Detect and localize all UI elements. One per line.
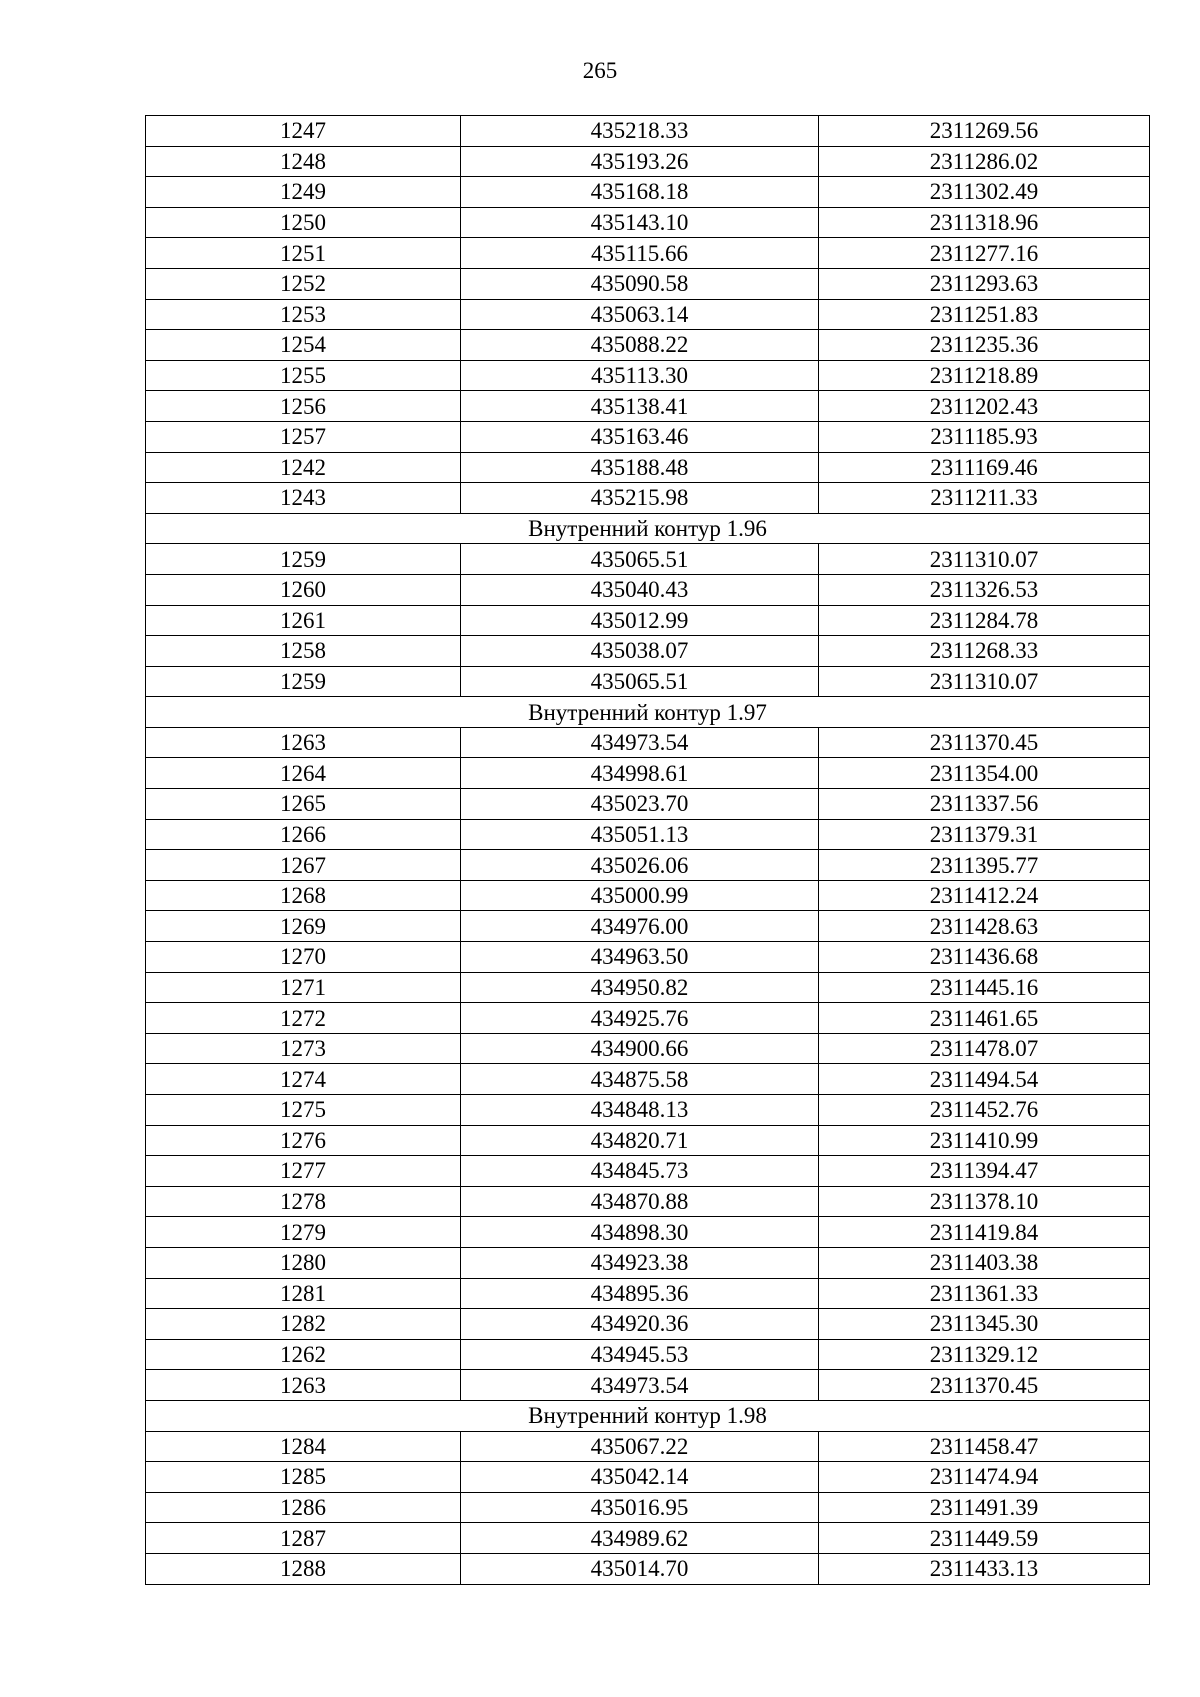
x-coordinate-cell: 435023.70 (461, 789, 819, 820)
point-number-cell: 1281 (146, 1278, 461, 1309)
table-row (146, 1309, 1150, 1340)
y-coordinate-cell: 2311354.00 (819, 758, 1150, 789)
x-coordinate-cell: 434989.62 (461, 1523, 819, 1554)
y-coordinate-cell: 2311302.49 (819, 177, 1150, 208)
x-coordinate-cell: 435065.51 (461, 544, 819, 575)
table-row (146, 1095, 1150, 1126)
y-coordinate-cell: 2311491.39 (819, 1492, 1150, 1523)
section-row (146, 513, 1150, 544)
x-coordinate-cell: 435115.66 (461, 238, 819, 269)
point-number-cell: 1242 (146, 452, 461, 483)
x-coordinate-cell: 434848.13 (461, 1095, 819, 1126)
y-coordinate-cell: 2311269.56 (819, 116, 1150, 147)
point-number-cell: 1274 (146, 1064, 461, 1095)
table-row (146, 758, 1150, 789)
table-row (146, 605, 1150, 636)
point-number-cell: 1247 (146, 116, 461, 147)
x-coordinate-cell: 434845.73 (461, 1156, 819, 1187)
table-row (146, 636, 1150, 667)
point-number-cell: 1282 (146, 1309, 461, 1340)
x-coordinate-cell: 434875.58 (461, 1064, 819, 1095)
point-number-cell: 1258 (146, 636, 461, 667)
point-number-cell: 1267 (146, 850, 461, 881)
table-row (146, 666, 1150, 697)
point-number-cell: 1278 (146, 1186, 461, 1217)
y-coordinate-cell: 2311433.13 (819, 1553, 1150, 1584)
table-row (146, 116, 1150, 147)
x-coordinate-cell: 435051.13 (461, 819, 819, 850)
x-coordinate-cell: 435143.10 (461, 207, 819, 238)
table-row (146, 1156, 1150, 1187)
table-row (146, 942, 1150, 973)
section-label: Внутренний контур 1.96 (146, 513, 1150, 544)
y-coordinate-cell: 2311428.63 (819, 911, 1150, 942)
point-number-cell: 1249 (146, 177, 461, 208)
y-coordinate-cell: 2311419.84 (819, 1217, 1150, 1248)
y-coordinate-cell: 2311478.07 (819, 1033, 1150, 1064)
x-coordinate-cell: 435215.98 (461, 483, 819, 514)
x-coordinate-cell: 435088.22 (461, 330, 819, 361)
table-row (146, 972, 1150, 1003)
y-coordinate-cell: 2311395.77 (819, 850, 1150, 881)
y-coordinate-cell: 2311378.10 (819, 1186, 1150, 1217)
point-number-cell: 1269 (146, 911, 461, 942)
x-coordinate-cell: 435163.46 (461, 421, 819, 452)
point-number-cell: 1270 (146, 942, 461, 973)
x-coordinate-cell: 435138.41 (461, 391, 819, 422)
y-coordinate-cell: 2311293.63 (819, 268, 1150, 299)
x-coordinate-cell: 435168.18 (461, 177, 819, 208)
y-coordinate-cell: 2311310.07 (819, 666, 1150, 697)
table-row (146, 207, 1150, 238)
point-number-cell: 1250 (146, 207, 461, 238)
point-number-cell: 1279 (146, 1217, 461, 1248)
y-coordinate-cell: 2311445.16 (819, 972, 1150, 1003)
table-row (146, 1033, 1150, 1064)
coordinates-table-body (146, 116, 1150, 1585)
point-number-cell: 1273 (146, 1033, 461, 1064)
y-coordinate-cell: 2311202.43 (819, 391, 1150, 422)
table-row (146, 819, 1150, 850)
point-number-cell: 1280 (146, 1247, 461, 1278)
table-row (146, 1125, 1150, 1156)
table-row (146, 1462, 1150, 1493)
point-number-cell: 1252 (146, 268, 461, 299)
x-coordinate-cell: 434925.76 (461, 1003, 819, 1034)
table-row (146, 268, 1150, 299)
table-row (146, 1278, 1150, 1309)
point-number-cell: 1266 (146, 819, 461, 850)
x-coordinate-cell: 434870.88 (461, 1186, 819, 1217)
point-number-cell: 1286 (146, 1492, 461, 1523)
table-row (146, 1247, 1150, 1278)
section-label: Внутренний контур 1.98 (146, 1400, 1150, 1431)
point-number-cell: 1272 (146, 1003, 461, 1034)
y-coordinate-cell: 2311379.31 (819, 819, 1150, 850)
x-coordinate-cell: 434973.54 (461, 727, 819, 758)
point-number-cell: 1263 (146, 1370, 461, 1401)
point-number-cell: 1255 (146, 360, 461, 391)
point-number-cell: 1254 (146, 330, 461, 361)
table-row (146, 544, 1150, 575)
table-row (146, 1186, 1150, 1217)
x-coordinate-cell: 434923.38 (461, 1247, 819, 1278)
x-coordinate-cell: 435193.26 (461, 146, 819, 177)
y-coordinate-cell: 2311310.07 (819, 544, 1150, 575)
y-coordinate-cell: 2311452.76 (819, 1095, 1150, 1126)
y-coordinate-cell: 2311494.54 (819, 1064, 1150, 1095)
y-coordinate-cell: 2311345.30 (819, 1309, 1150, 1340)
table-row (146, 299, 1150, 330)
table-row (146, 391, 1150, 422)
x-coordinate-cell: 435065.51 (461, 666, 819, 697)
table-row (146, 911, 1150, 942)
x-coordinate-cell: 434973.54 (461, 1370, 819, 1401)
y-coordinate-cell: 2311361.33 (819, 1278, 1150, 1309)
y-coordinate-cell: 2311458.47 (819, 1431, 1150, 1462)
table-row (146, 330, 1150, 361)
y-coordinate-cell: 2311329.12 (819, 1339, 1150, 1370)
y-coordinate-cell: 2311326.53 (819, 574, 1150, 605)
section-row (146, 1400, 1150, 1431)
x-coordinate-cell: 434895.36 (461, 1278, 819, 1309)
table-row (146, 727, 1150, 758)
point-number-cell: 1257 (146, 421, 461, 452)
y-coordinate-cell: 2311218.89 (819, 360, 1150, 391)
table-row (146, 1370, 1150, 1401)
point-number-cell: 1259 (146, 544, 461, 575)
y-coordinate-cell: 2311449.59 (819, 1523, 1150, 1554)
x-coordinate-cell: 435218.33 (461, 116, 819, 147)
point-number-cell: 1248 (146, 146, 461, 177)
point-number-cell: 1263 (146, 727, 461, 758)
table-row (146, 1431, 1150, 1462)
x-coordinate-cell: 434998.61 (461, 758, 819, 789)
y-coordinate-cell: 2311461.65 (819, 1003, 1150, 1034)
x-coordinate-cell: 435042.14 (461, 1462, 819, 1493)
table-row (146, 1003, 1150, 1034)
y-coordinate-cell: 2311284.78 (819, 605, 1150, 636)
point-number-cell: 1251 (146, 238, 461, 269)
point-number-cell: 1287 (146, 1523, 461, 1554)
x-coordinate-cell: 435188.48 (461, 452, 819, 483)
point-number-cell: 1260 (146, 574, 461, 605)
table-row (146, 850, 1150, 881)
y-coordinate-cell: 2311286.02 (819, 146, 1150, 177)
y-coordinate-cell: 2311251.83 (819, 299, 1150, 330)
table-row (146, 1064, 1150, 1095)
x-coordinate-cell: 435063.14 (461, 299, 819, 330)
x-coordinate-cell: 434976.00 (461, 911, 819, 942)
y-coordinate-cell: 2311436.68 (819, 942, 1150, 973)
point-number-cell: 1259 (146, 666, 461, 697)
y-coordinate-cell: 2311318.96 (819, 207, 1150, 238)
point-number-cell: 1243 (146, 483, 461, 514)
y-coordinate-cell: 2311403.38 (819, 1247, 1150, 1278)
point-number-cell: 1276 (146, 1125, 461, 1156)
point-number-cell: 1256 (146, 391, 461, 422)
x-coordinate-cell: 435012.99 (461, 605, 819, 636)
y-coordinate-cell: 2311474.94 (819, 1462, 1150, 1493)
x-coordinate-cell: 435000.99 (461, 880, 819, 911)
x-coordinate-cell: 434820.71 (461, 1125, 819, 1156)
x-coordinate-cell: 435016.95 (461, 1492, 819, 1523)
y-coordinate-cell: 2311412.24 (819, 880, 1150, 911)
x-coordinate-cell: 435026.06 (461, 850, 819, 881)
coordinates-table (145, 115, 1150, 1585)
x-coordinate-cell: 435113.30 (461, 360, 819, 391)
point-number-cell: 1275 (146, 1095, 461, 1126)
table-row (146, 238, 1150, 269)
x-coordinate-cell: 435040.43 (461, 574, 819, 605)
point-number-cell: 1288 (146, 1553, 461, 1584)
x-coordinate-cell: 434950.82 (461, 972, 819, 1003)
y-coordinate-cell: 2311337.56 (819, 789, 1150, 820)
y-coordinate-cell: 2311235.36 (819, 330, 1150, 361)
y-coordinate-cell: 2311277.16 (819, 238, 1150, 269)
y-coordinate-cell: 2311370.45 (819, 727, 1150, 758)
table-row (146, 452, 1150, 483)
y-coordinate-cell: 2311410.99 (819, 1125, 1150, 1156)
x-coordinate-cell: 434920.36 (461, 1309, 819, 1340)
x-coordinate-cell: 435090.58 (461, 268, 819, 299)
y-coordinate-cell: 2311370.45 (819, 1370, 1150, 1401)
y-coordinate-cell: 2311211.33 (819, 483, 1150, 514)
table-row (146, 146, 1150, 177)
section-label: Внутренний контур 1.97 (146, 697, 1150, 728)
x-coordinate-cell: 434898.30 (461, 1217, 819, 1248)
point-number-cell: 1253 (146, 299, 461, 330)
table-row (146, 483, 1150, 514)
x-coordinate-cell: 435038.07 (461, 636, 819, 667)
table-row (146, 1523, 1150, 1554)
point-number-cell: 1277 (146, 1156, 461, 1187)
y-coordinate-cell: 2311169.46 (819, 452, 1150, 483)
page-number: 265 (582, 58, 618, 83)
y-coordinate-cell: 2311268.33 (819, 636, 1150, 667)
point-number-cell: 1262 (146, 1339, 461, 1370)
x-coordinate-cell: 434963.50 (461, 942, 819, 973)
table-row (146, 360, 1150, 391)
section-row (146, 697, 1150, 728)
point-number-cell: 1265 (146, 789, 461, 820)
table-row (146, 880, 1150, 911)
table-row (146, 177, 1150, 208)
point-number-cell: 1264 (146, 758, 461, 789)
x-coordinate-cell: 434900.66 (461, 1033, 819, 1064)
x-coordinate-cell: 434945.53 (461, 1339, 819, 1370)
point-number-cell: 1271 (146, 972, 461, 1003)
point-number-cell: 1285 (146, 1462, 461, 1493)
point-number-cell: 1284 (146, 1431, 461, 1462)
point-number-cell: 1261 (146, 605, 461, 636)
table-row (146, 1492, 1150, 1523)
y-coordinate-cell: 2311394.47 (819, 1156, 1150, 1187)
table-row (146, 421, 1150, 452)
table-row (146, 574, 1150, 605)
table-row (146, 789, 1150, 820)
table-row (146, 1553, 1150, 1584)
y-coordinate-cell: 2311185.93 (819, 421, 1150, 452)
x-coordinate-cell: 435067.22 (461, 1431, 819, 1462)
x-coordinate-cell: 435014.70 (461, 1553, 819, 1584)
point-number-cell: 1268 (146, 880, 461, 911)
table-row (146, 1217, 1150, 1248)
table-row (146, 1339, 1150, 1370)
